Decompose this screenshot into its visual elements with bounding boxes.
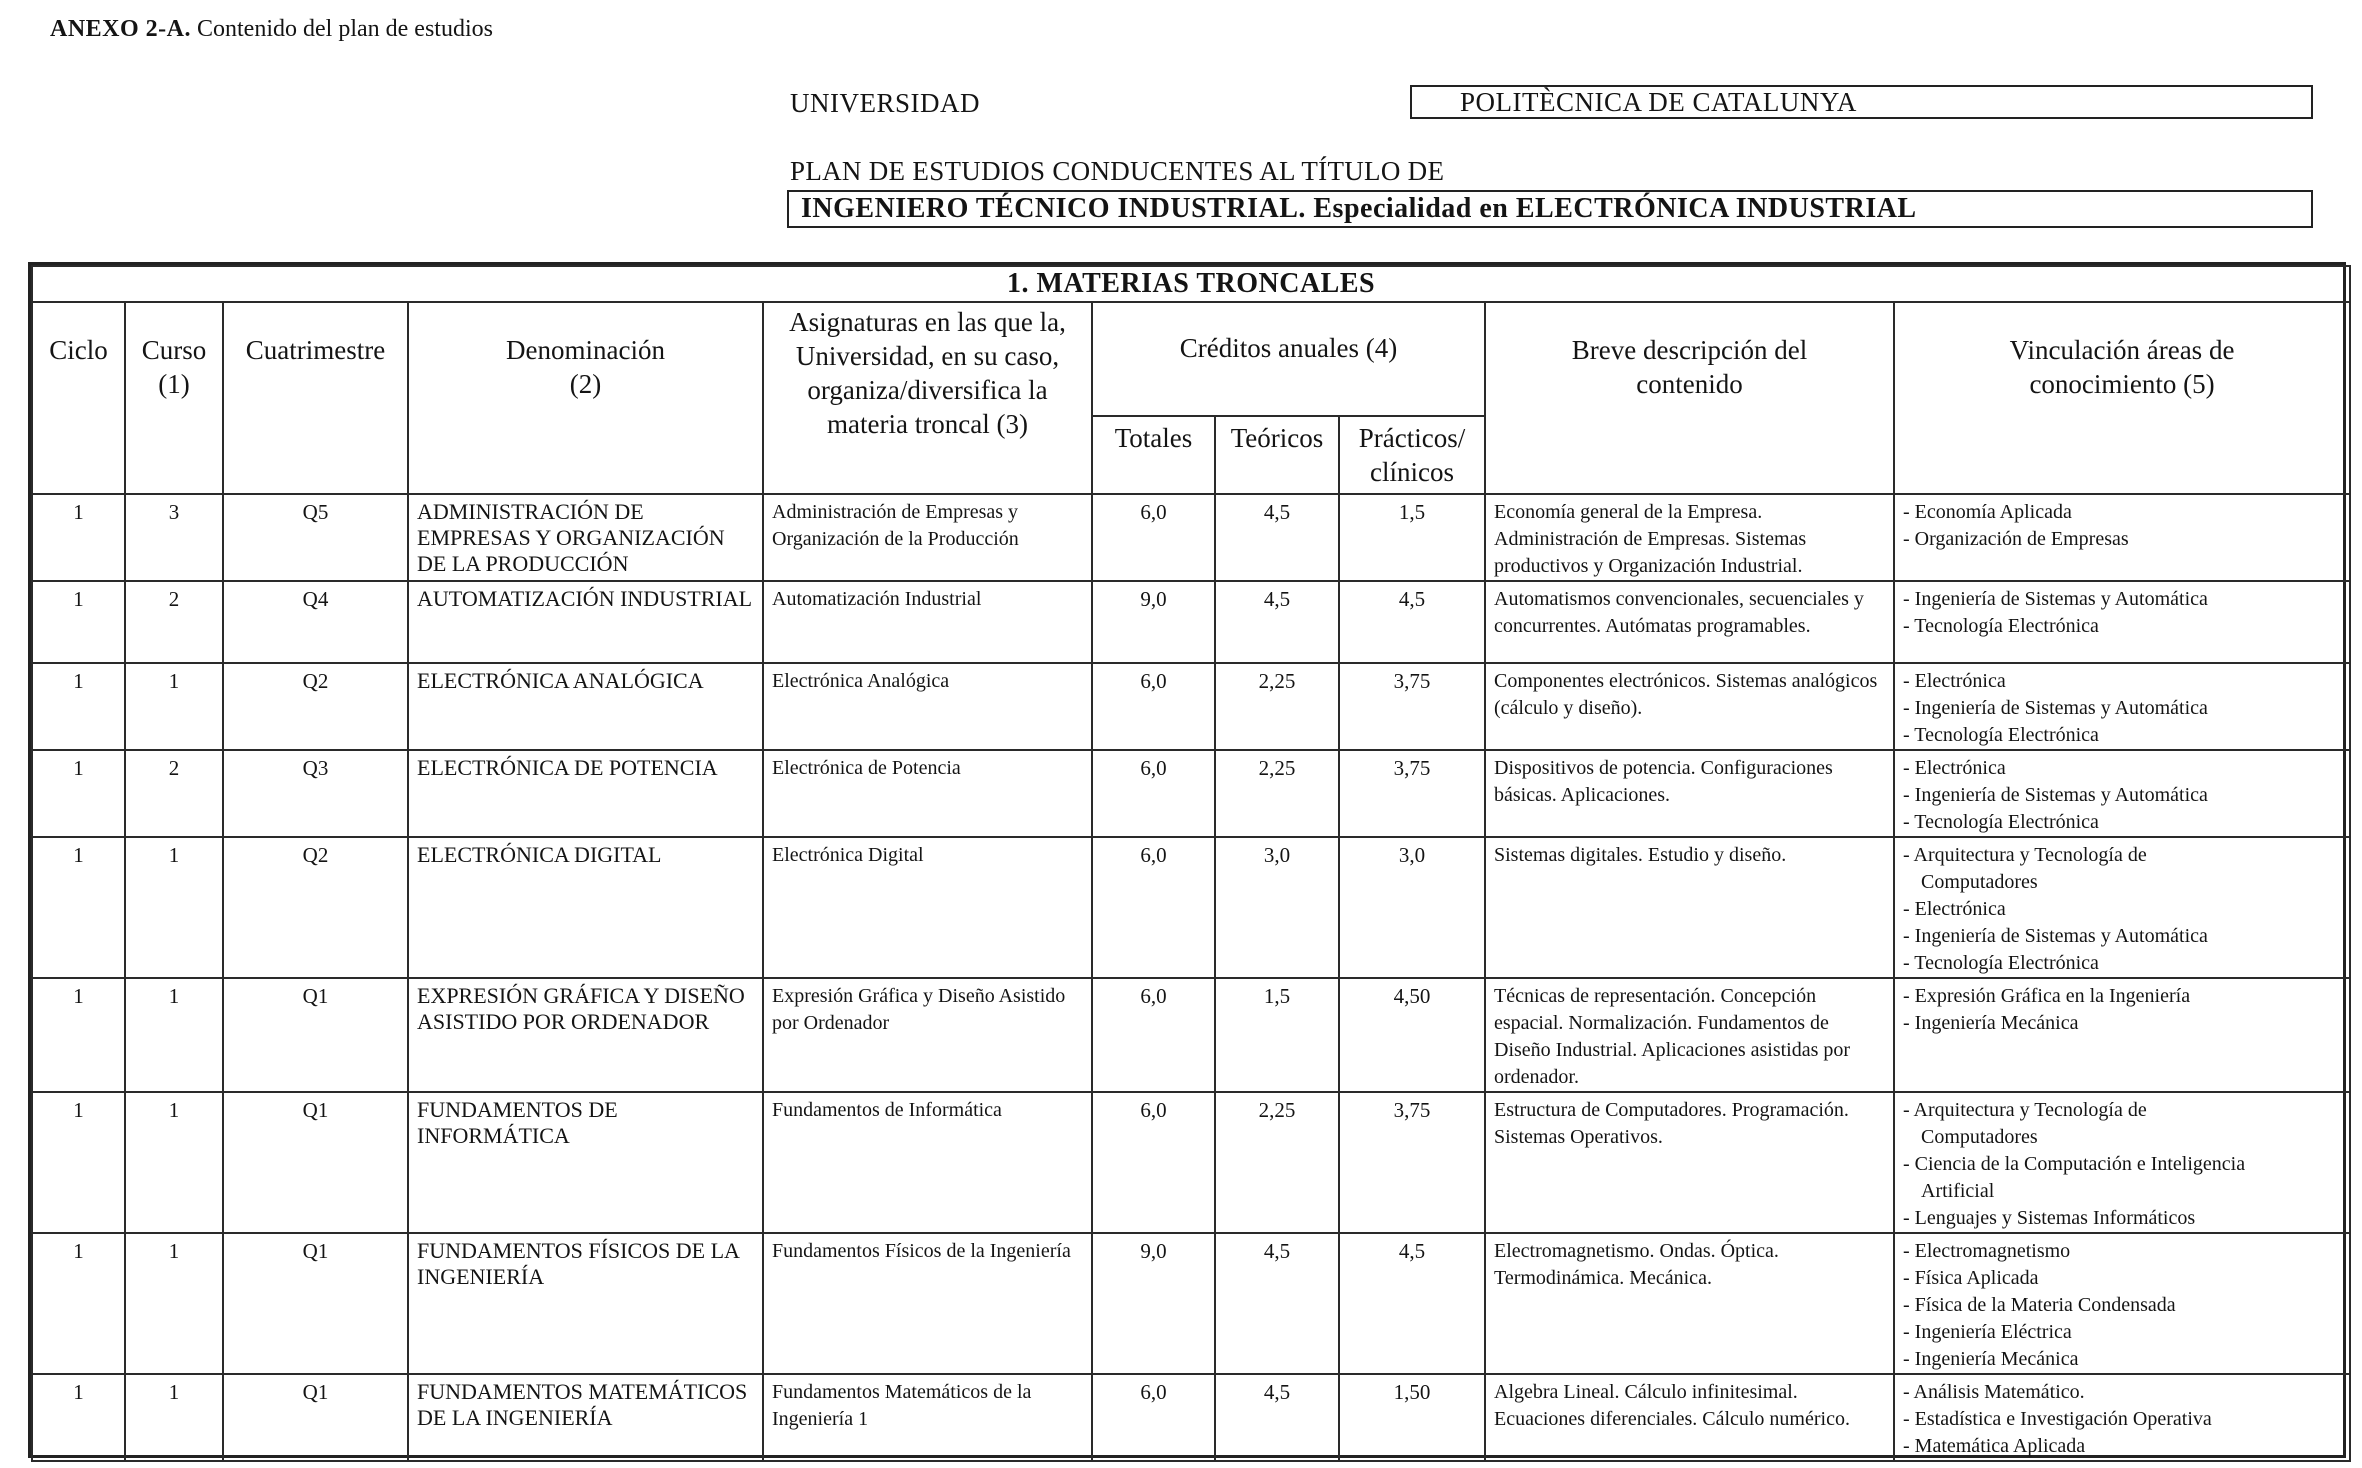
- cell-curso: 2: [125, 581, 223, 663]
- header-curso-note: (1): [158, 369, 190, 399]
- cell-vinculacion: [1894, 1374, 2350, 1461]
- table-row: [32, 750, 2350, 837]
- plan-label: PLAN DE ESTUDIOS CONDUCENTES AL TÍTULO DE: [790, 156, 1445, 186]
- cell-descripcion: Sistemas digitales. Estudio y diseño.: [1485, 837, 1894, 978]
- vinculacion-area: - Expresión Gráfica en la Ingeniería: [1903, 985, 2191, 1007]
- cell-totales: 6,0: [1092, 1374, 1215, 1461]
- cell-ciclo: 1: [32, 494, 125, 581]
- cell-denominacion: AUTOMATIZACIÓN INDUSTRIAL: [408, 581, 763, 663]
- header-teoricos: Teóricos: [1215, 416, 1339, 494]
- vinculacion-area: Computadores: [1921, 871, 2038, 893]
- vinculacion-area: - Tecnología Electrónica: [1903, 952, 2099, 974]
- cell-vinculacion: [1894, 1092, 2350, 1233]
- cell-curso: 1: [125, 978, 223, 1092]
- cell-descripcion: Electromagnetismo. Ondas. Óptica. Termodinámica. Mecánica.: [1485, 1233, 1894, 1374]
- cell-practicos: 3,75: [1339, 750, 1485, 837]
- table-body: [32, 494, 2350, 1461]
- vinculacion-area: - Ciencia de la Computación e Inteligencia: [1903, 1153, 2246, 1175]
- table-row: [32, 1374, 2350, 1461]
- vinculacion-area: - Ingeniería Mecánica: [1903, 1012, 2079, 1034]
- cell-totales: 6,0: [1092, 494, 1215, 581]
- cell-cuatrimestre: Q1: [223, 978, 408, 1092]
- cell-practicos: 1,5: [1339, 494, 1485, 581]
- cell-cuatrimestre: Q4: [223, 581, 408, 663]
- cell-curso: 2: [125, 750, 223, 837]
- cell-totales: 6,0: [1092, 978, 1215, 1092]
- plan-title: INGENIERO TÉCNICO INDUSTRIAL. Especialidad en ELECTRÓNICA INDUSTRIAL: [787, 190, 2313, 228]
- table-row: [32, 1092, 2350, 1233]
- annex-heading: [50, 16, 493, 43]
- header-descripcion-label: Breve descripción del contenido: [1571, 335, 1808, 399]
- header-cuatrimestre-label: Cuatrimestre: [245, 335, 386, 365]
- header-denominacion: [408, 302, 763, 494]
- cell-denominacion: ELECTRÓNICA DE POTENCIA: [408, 750, 763, 837]
- cell-descripcion: Algebra Lineal. Cálculo infinitesimal. Ecuaciones diferenciales. Cálculo numérico.: [1485, 1374, 1894, 1461]
- header-vinculacion-label: Vinculación áreas de conocimiento (5): [2009, 335, 2235, 399]
- cell-cuatrimestre: Q2: [223, 663, 408, 750]
- cell-descripcion: Componentes electrónicos. Sistemas analógicos (cálculo y diseño).: [1485, 663, 1894, 750]
- header-denominacion-label: Denominación: [506, 335, 665, 365]
- cell-vinculacion: [1894, 750, 2350, 837]
- cell-asignaturas: Fundamentos de Informática: [763, 1092, 1092, 1233]
- cell-teoricos: 2,25: [1215, 663, 1339, 750]
- header-creditos: [1092, 302, 1485, 416]
- cell-asignaturas: Administración de Empresas y Organización de la Producción: [763, 494, 1092, 581]
- vinculacion-area: - Electrónica: [1903, 757, 2006, 779]
- vinculacion-area: - Tecnología Electrónica: [1903, 724, 2099, 746]
- cell-asignaturas: Fundamentos Físicos de la Ingeniería: [763, 1233, 1092, 1374]
- header-cuatrimestre: [223, 302, 408, 494]
- vinculacion-area: - Ingeniería de Sistemas y Automática: [1903, 697, 2208, 719]
- cell-practicos: 4,5: [1339, 1233, 1485, 1374]
- vinculacion-area: - Estadística e Investigación Operativa: [1903, 1408, 2212, 1430]
- cell-asignaturas: Electrónica Digital: [763, 837, 1092, 978]
- cell-curso: 1: [125, 663, 223, 750]
- cell-denominacion: FUNDAMENTOS DE INFORMÁTICA: [408, 1092, 763, 1233]
- vinculacion-area: - Matemática Aplicada: [1903, 1435, 2086, 1457]
- cell-ciclo: 1: [32, 978, 125, 1092]
- cell-ciclo: 1: [32, 1374, 125, 1461]
- vinculacion-area: - Análisis Matemático.: [1903, 1381, 2085, 1403]
- header-asignaturas: [763, 302, 1092, 494]
- vinculacion-area: - Arquitectura y Tecnología de: [1903, 1099, 2147, 1121]
- cell-descripcion: Economía general de la Empresa. Administración de Empresas. Sistemas productivos y Organización Industrial.: [1485, 494, 1894, 581]
- cell-ciclo: 1: [32, 581, 125, 663]
- cell-descripcion: Técnicas de representación. Concepción espacial. Normalización. Fundamentos de Diseño Industrial. Aplicaciones asistidas por ordenador.: [1485, 978, 1894, 1092]
- table-row: [32, 837, 2350, 978]
- university-label: UNIVERSIDAD: [790, 88, 980, 118]
- cell-totales: 6,0: [1092, 1092, 1215, 1233]
- cell-teoricos: 2,25: [1215, 1092, 1339, 1233]
- cell-curso: 1: [125, 837, 223, 978]
- vinculacion-area: - Electrónica: [1903, 898, 2006, 920]
- vinculacion-area: - Economía Aplicada: [1903, 501, 2072, 523]
- cell-descripcion: Dispositivos de potencia. Configuraciones básicas. Aplicaciones.: [1485, 750, 1894, 837]
- header-totales: Totales: [1092, 416, 1215, 494]
- cell-denominacion: EXPRESIÓN GRÁFICA Y DISEÑO ASISTIDO POR ORDENADOR: [408, 978, 763, 1092]
- cell-cuatrimestre: Q2: [223, 837, 408, 978]
- vinculacion-area: - Ingeniería Mecánica: [1903, 1348, 2079, 1370]
- vinculacion-area: - Electromagnetismo: [1903, 1240, 2071, 1262]
- annex-prefix: ANEXO 2-A.: [50, 16, 191, 42]
- cell-asignaturas: Electrónica de Potencia: [763, 750, 1092, 837]
- cell-totales: 9,0: [1092, 1233, 1215, 1374]
- vinculacion-area: - Tecnología Electrónica: [1903, 615, 2099, 637]
- header-creditos-label: Créditos anuales (4): [1179, 333, 1398, 363]
- cell-practicos: 3,75: [1339, 1092, 1485, 1233]
- vinculacion-area: - Arquitectura y Tecnología de: [1903, 844, 2147, 866]
- cell-cuatrimestre: Q1: [223, 1374, 408, 1461]
- cell-ciclo: 1: [32, 1092, 125, 1233]
- header-asignaturas-label: Asignaturas en las que la, Universidad, en su caso, organiza/diversifica la materia troncal (3): [789, 307, 1066, 439]
- cell-curso: 1: [125, 1374, 223, 1461]
- vinculacion-area: Artificial: [1921, 1180, 1995, 1202]
- header-denominacion-note: (2): [569, 369, 602, 399]
- vinculacion-area: - Ingeniería Eléctrica: [1903, 1321, 2072, 1343]
- cell-totales: 6,0: [1092, 663, 1215, 750]
- vinculacion-area: - Ingeniería de Sistemas y Automática: [1903, 784, 2208, 806]
- table-row: [32, 1233, 2350, 1374]
- cell-denominacion: FUNDAMENTOS MATEMÁTICOS DE LA INGENIERÍA: [408, 1374, 763, 1461]
- cell-totales: 6,0: [1092, 837, 1215, 978]
- cell-cuatrimestre: Q1: [223, 1092, 408, 1233]
- cell-ciclo: 1: [32, 1233, 125, 1374]
- cell-teoricos: 2,25: [1215, 750, 1339, 837]
- vinculacion-area: - Electrónica: [1903, 670, 2006, 692]
- vinculacion-area: - Física de la Materia Condensada: [1903, 1294, 2176, 1316]
- materias-troncales-table: [28, 262, 2346, 1458]
- cell-teoricos: 3,0: [1215, 837, 1339, 978]
- cell-curso: 3: [125, 494, 223, 581]
- cell-totales: 9,0: [1092, 581, 1215, 663]
- cell-denominacion: FUNDAMENTOS FÍSICOS DE LA INGENIERÍA: [408, 1233, 763, 1374]
- cell-cuatrimestre: Q1: [223, 1233, 408, 1374]
- vinculacion-area: - Ingeniería de Sistemas y Automática: [1903, 588, 2208, 610]
- vinculacion-area: - Ingeniería de Sistemas y Automática: [1903, 925, 2208, 947]
- cell-ciclo: 1: [32, 663, 125, 750]
- cell-teoricos: 4,5: [1215, 581, 1339, 663]
- section-title: 1. MATERIAS TRONCALES: [32, 266, 2350, 302]
- cell-curso: 1: [125, 1092, 223, 1233]
- vinculacion-area: Computadores: [1921, 1126, 2038, 1148]
- cell-practicos: 3,75: [1339, 663, 1485, 750]
- cell-vinculacion: [1894, 581, 2350, 663]
- cell-vinculacion: [1894, 837, 2350, 978]
- header-curso-label: Curso: [141, 335, 207, 365]
- header-descripcion: [1485, 302, 1894, 494]
- cell-denominacion: ELECTRÓNICA ANALÓGICA: [408, 663, 763, 750]
- cell-denominacion: ELECTRÓNICA DIGITAL: [408, 837, 763, 978]
- header-vinculacion: [1894, 302, 2350, 494]
- cell-teoricos: 1,5: [1215, 978, 1339, 1092]
- vinculacion-area: - Lenguajes y Sistemas Informáticos: [1903, 1207, 2196, 1229]
- university-value: POLITÈCNICA DE CATALUNYA: [1410, 85, 2313, 119]
- header-practicos: Prácticos/ clínicos: [1339, 416, 1485, 494]
- cell-vinculacion: [1894, 978, 2350, 1092]
- cell-cuatrimestre: Q3: [223, 750, 408, 837]
- cell-practicos: 4,5: [1339, 581, 1485, 663]
- cell-vinculacion: [1894, 494, 2350, 581]
- cell-totales: 6,0: [1092, 750, 1215, 837]
- table-row: [32, 581, 2350, 663]
- cell-ciclo: 1: [32, 750, 125, 837]
- header-curso: [125, 302, 223, 494]
- table-row: [32, 494, 2350, 581]
- cell-descripcion: Automatismos convencionales, secuenciales y concurrentes. Autómatas programables.: [1485, 581, 1894, 663]
- cell-vinculacion: [1894, 663, 2350, 750]
- cell-teoricos: 4,5: [1215, 1374, 1339, 1461]
- cell-asignaturas: Fundamentos Matemáticos de la Ingeniería 1: [763, 1374, 1092, 1461]
- table-row: [32, 663, 2350, 750]
- header-ciclo: [32, 302, 125, 494]
- annex-text: Contenido del plan de estudios: [197, 16, 493, 42]
- cell-vinculacion: [1894, 1233, 2350, 1374]
- cell-practicos: 1,50: [1339, 1374, 1485, 1461]
- header-ciclo-label: Ciclo: [49, 335, 108, 365]
- cell-asignaturas: Expresión Gráfica y Diseño Asistido por Ordenador: [763, 978, 1092, 1092]
- cell-asignaturas: Electrónica Analógica: [763, 663, 1092, 750]
- cell-teoricos: 4,5: [1215, 494, 1339, 581]
- cell-asignaturas: Automatización Industrial: [763, 581, 1092, 663]
- cell-cuatrimestre: Q5: [223, 494, 408, 581]
- cell-descripcion: Estructura de Computadores. Programación. Sistemas Operativos.: [1485, 1092, 1894, 1233]
- cell-practicos: 3,0: [1339, 837, 1485, 978]
- vinculacion-area: - Física Aplicada: [1903, 1267, 2039, 1289]
- cell-practicos: 4,50: [1339, 978, 1485, 1092]
- vinculacion-area: - Tecnología Electrónica: [1903, 811, 2099, 833]
- cell-curso: 1: [125, 1233, 223, 1374]
- cell-denominacion: ADMINISTRACIÓN DE EMPRESAS Y ORGANIZACIÓN DE LA PRODUCCIÓN: [408, 494, 763, 581]
- cell-teoricos: 4,5: [1215, 1233, 1339, 1374]
- vinculacion-area: - Organización de Empresas: [1903, 528, 2129, 550]
- table-row: [32, 978, 2350, 1092]
- cell-ciclo: 1: [32, 837, 125, 978]
